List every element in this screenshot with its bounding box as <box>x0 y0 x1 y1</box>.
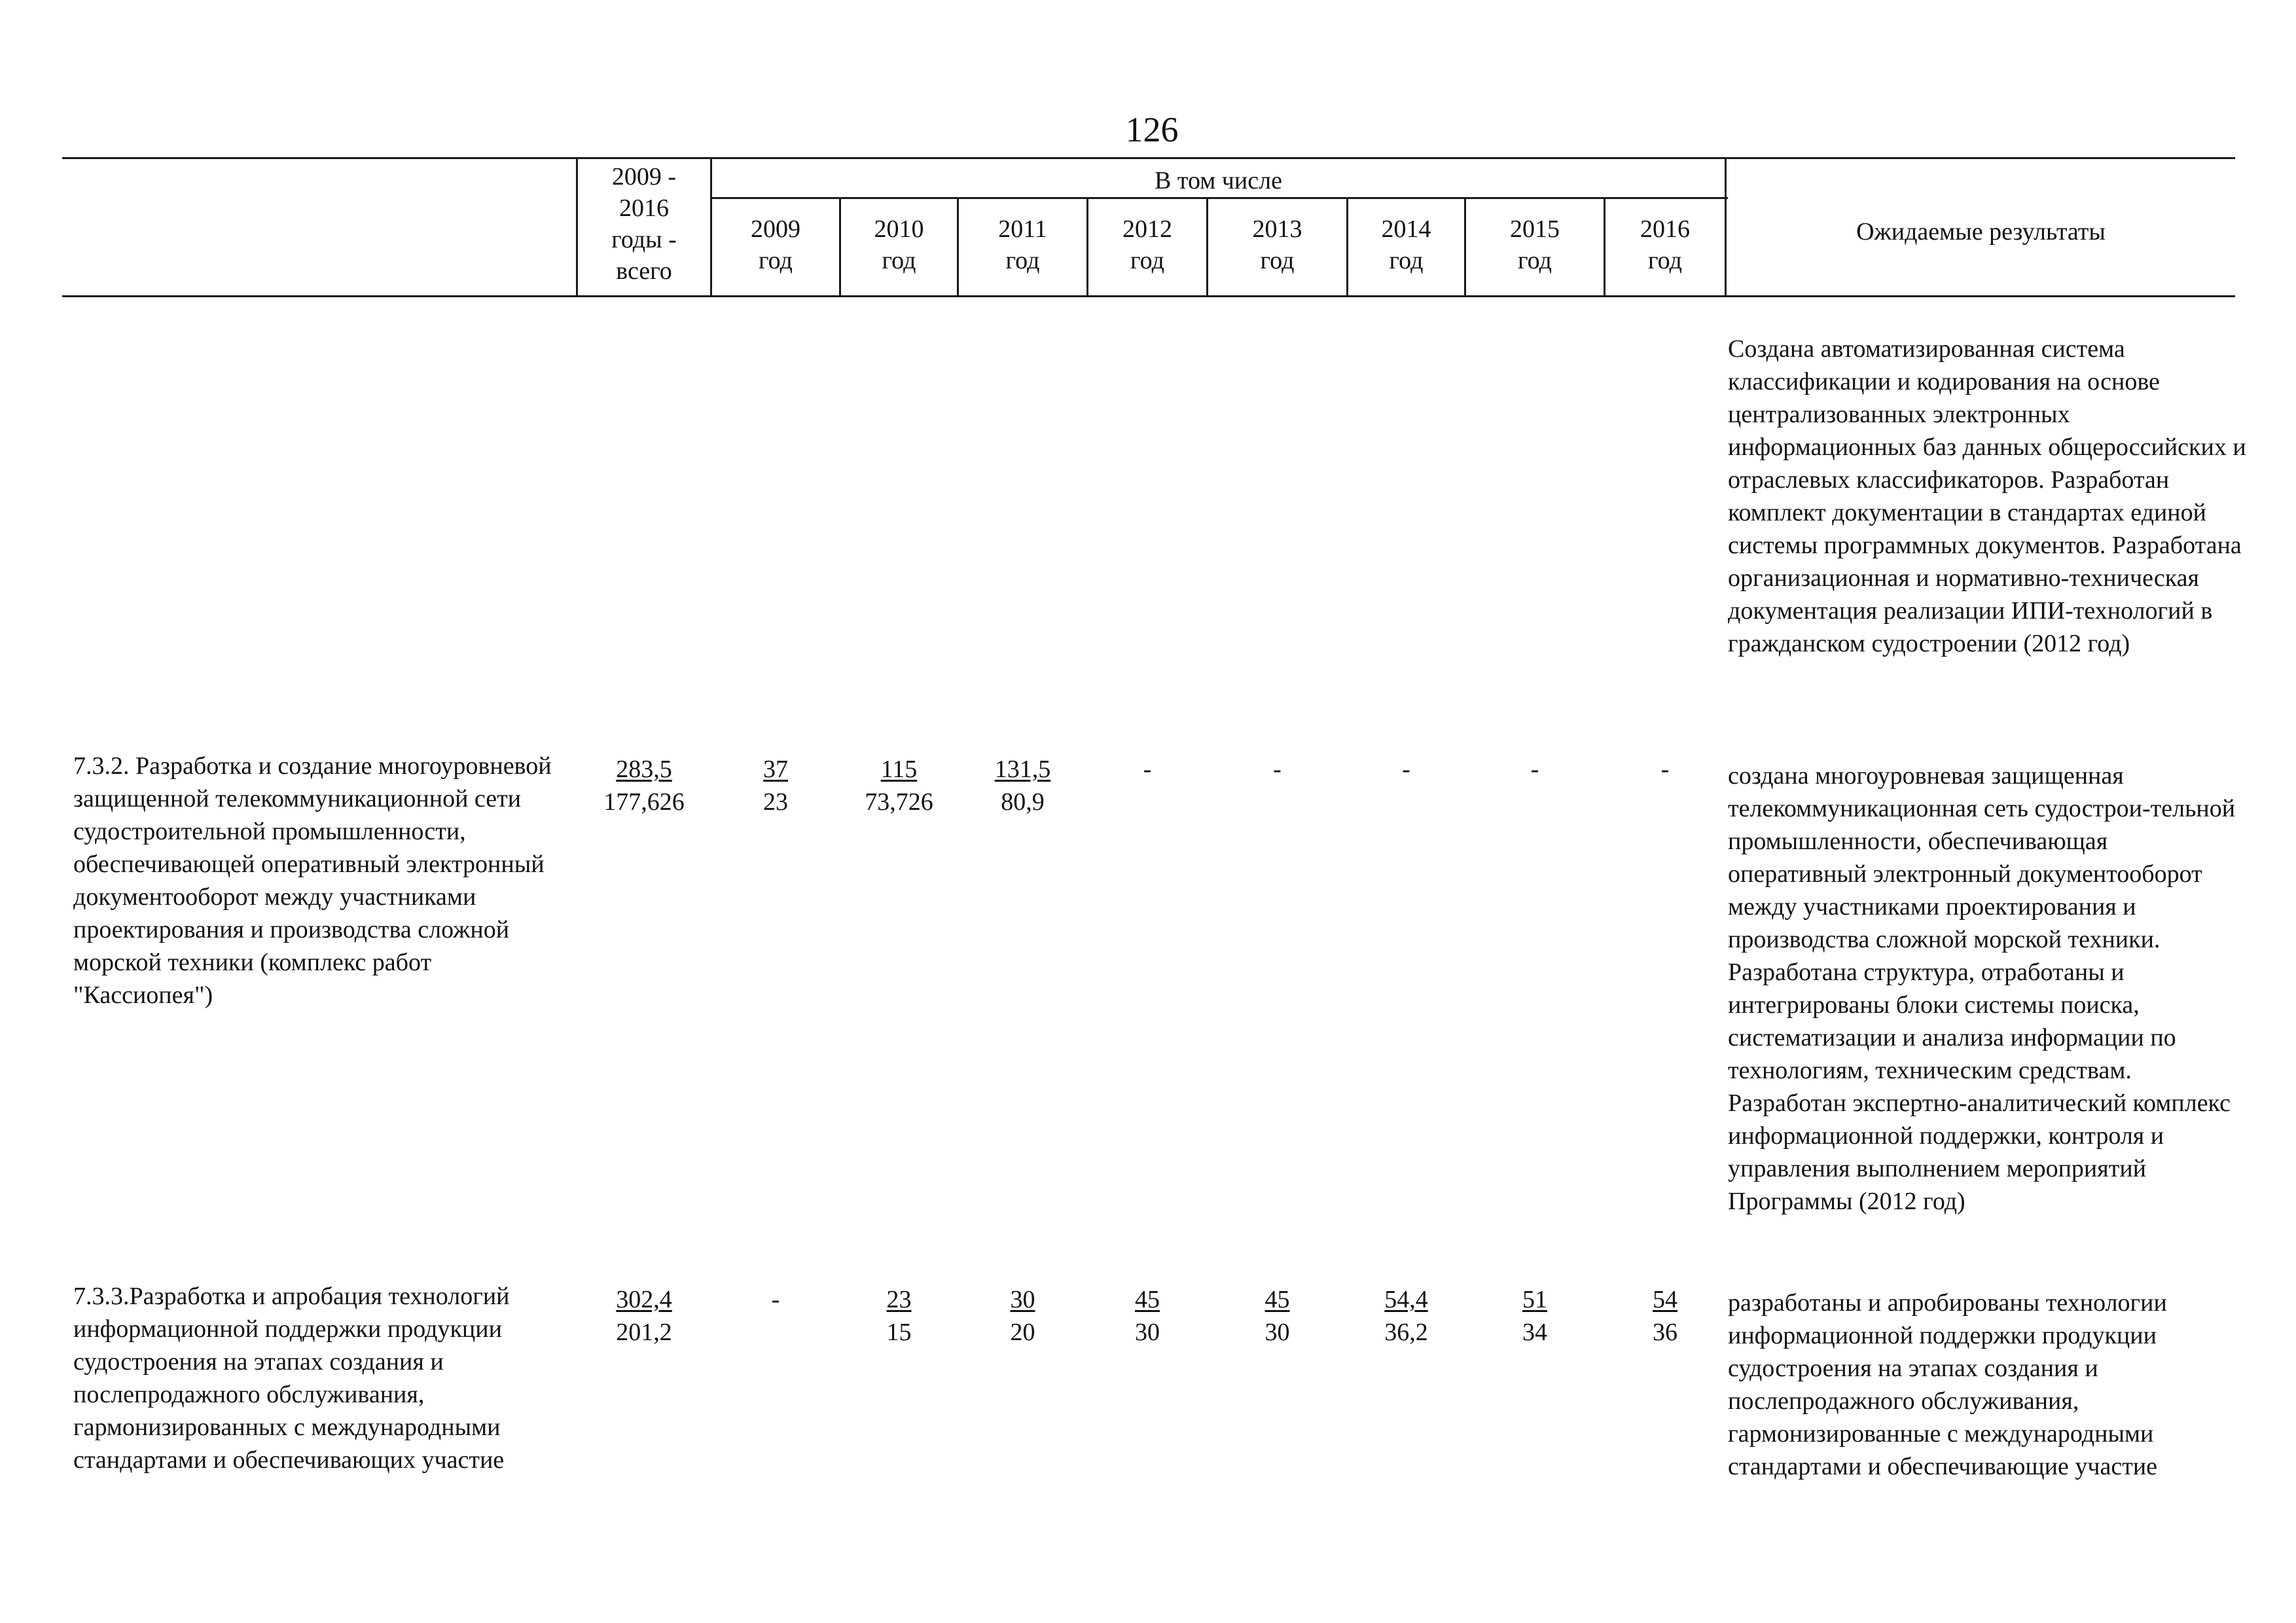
row-2-description: 7.3.3.Разработка и апробация технологий информационной поддержки продукции судостроения на этапах создания и послепродажного обслуживания, гармонизированных с международными стандартами и обеспечивающих участие <box>73 1283 510 1474</box>
row-1-value-2014: - <box>1402 756 1410 783</box>
row-1-total <box>578 753 710 818</box>
header-year-2010: 2010 год <box>874 215 924 274</box>
row-2-value-2014: 54,4 36,2 <box>1384 1286 1428 1346</box>
header-year-2016: 2016 год <box>1640 215 1690 274</box>
row-1-value-2016: - <box>1660 756 1670 783</box>
header-year-2013: 2013 год <box>1252 215 1302 274</box>
row-1-value-2010: 115 73,726 <box>865 756 933 816</box>
row-2-value-2015: 51 34 <box>1522 1286 1547 1346</box>
row-1-value-2013: - <box>1273 756 1282 783</box>
header-top-rule <box>62 157 2235 159</box>
header-total-line-1: 2009 - <box>611 163 677 191</box>
row-2-total <box>578 1283 710 1349</box>
header-year-2009: 2009 год <box>751 215 800 274</box>
row-2-value-2013: 45 30 <box>1265 1286 1290 1346</box>
row-2-value-2012: 45 30 <box>1135 1286 1160 1346</box>
header-total-line-4: всего <box>616 257 672 285</box>
header-year-2014: 2014 год <box>1381 215 1431 274</box>
row-1-value-2012: - <box>1143 756 1152 783</box>
row-2-total-top: 302,4 <box>616 1286 672 1313</box>
header-including: В том числе <box>1155 167 1282 194</box>
row-1-total-bottom: 177,626 <box>603 788 685 816</box>
row-2-result: разработаны и апробированы технологии информационной поддержки продукции судостроения на этапах создания и послепродажного обслуживания, гармонизированные с международными стандартами и обеспечивающие участие <box>1728 1289 2167 1480</box>
row-1-value-2015: - <box>1530 756 1539 783</box>
row-2-value-2009: - <box>771 1286 780 1313</box>
row-2-value-2010: 23 15 <box>886 1286 912 1346</box>
row-1-total-top: 283,5 <box>616 756 672 783</box>
row-1-value-2009: 37 23 <box>763 756 788 816</box>
header-year-2012: 2012 год <box>1122 215 1172 274</box>
header-total-line-3: годы - <box>611 226 677 253</box>
including-rule <box>710 197 1728 199</box>
row-2-value-2011: 30 20 <box>1010 1286 1035 1346</box>
row-2-total-bottom: 201,2 <box>616 1319 672 1346</box>
row-1-result: создана многоуровневая защищенная телекоммуникационная сеть судострои-тельной промышленности, обеспечивающая оперативный электронный документооборот между участниками проектирования и производства сложной морской техники. Разработана структура, отработаны и интегрированы блоки системы поиска, систематизации и анализа информации по технологиям, техническим средствам. Разработан экспертно-аналитический комплекс информационной поддержки, контроля и управления выполнением мероприятий Программы (2012 год) <box>1728 762 2236 1215</box>
header-total <box>578 161 710 287</box>
row-2-value-2016: 54 36 <box>1653 1286 1677 1346</box>
header-year-2015: 2015 год <box>1510 215 1560 274</box>
row-1-description: 7.3.2. Разработка и создание многоуровневой защищенной телекоммуникационной сети судостроительной промышленности, обеспечивающей оперативный электронный документооборот между участниками проектирования и производства сложной морской техники (комплекс работ "Кассиопея") <box>73 752 552 1009</box>
row-1-value-2011: 131,5 80,9 <box>994 756 1051 816</box>
header-results: Ожидаемые результаты <box>1856 218 2106 246</box>
page-number: 126 <box>1125 110 1179 149</box>
header-bottom-rule <box>62 295 2235 297</box>
header-total-line-2: 2016 <box>619 194 669 222</box>
row-0-result: Создана автоматизированная система классификации и кодирования на основе централизованных электронных информационных баз данных общероссийских и отраслевых классификаторов. Разработан комплект документации в стандартах единой системы программных документов. Разработана организационная и нормативно-техническая документация реализации ИПИ-технологий в гражданском судостроении (2012 год) <box>1728 335 2246 657</box>
header-year-2011: 2011 год <box>998 215 1047 274</box>
